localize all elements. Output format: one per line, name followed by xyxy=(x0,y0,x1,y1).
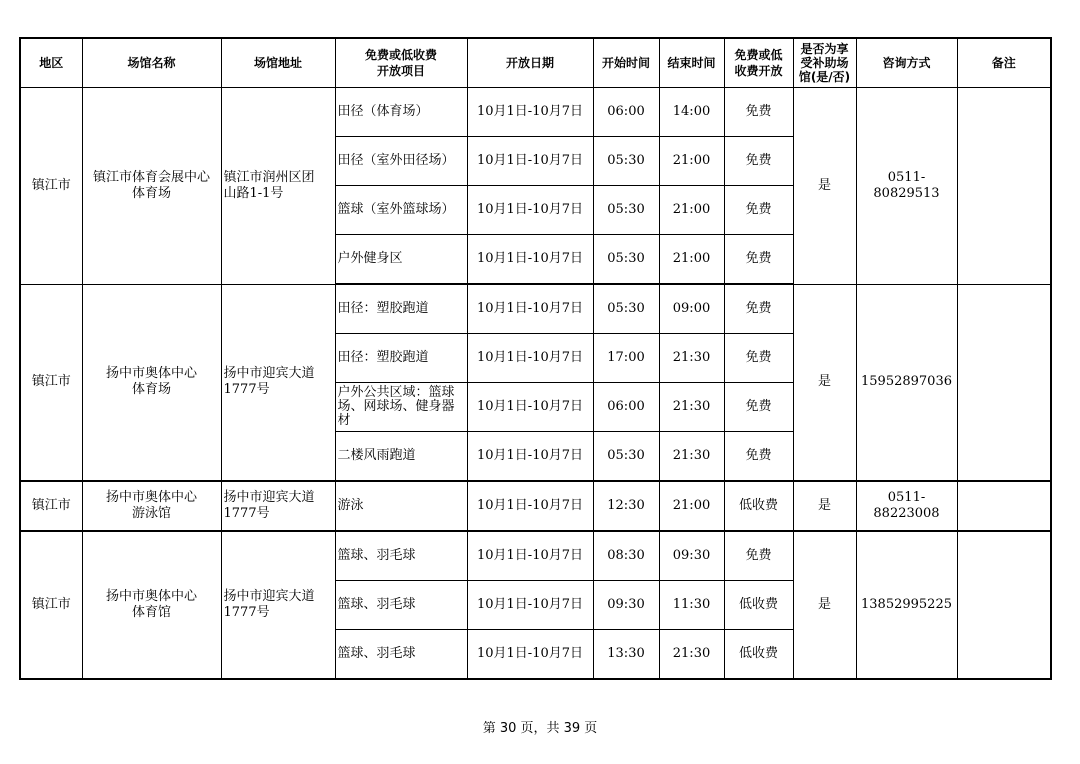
address-cell: 镇江市润州区团 山路1-1号 xyxy=(221,88,335,285)
contact-cell: 0511-88223008 xyxy=(856,481,957,531)
end-cell: 21:00 xyxy=(659,186,724,235)
fee-cell: 免费 xyxy=(724,186,793,235)
end-cell: 21:00 xyxy=(659,481,724,531)
start-cell: 13:30 xyxy=(593,630,659,680)
note-cell xyxy=(957,284,1051,481)
item-cell: 篮球、羽毛球 xyxy=(335,581,467,630)
date-cell: 10月1日-10月7日 xyxy=(467,432,593,482)
venue-cell: 扬中市奥体中心 体育场 xyxy=(82,284,221,481)
note-cell xyxy=(957,531,1051,679)
venue-cell: 镇江市体育会展中心 体育场 xyxy=(82,88,221,285)
header-item: 免费或低收费 开放项目 xyxy=(335,38,467,88)
region-cell: 镇江市 xyxy=(20,481,82,531)
item-cell: 田径：塑胶跑道 xyxy=(335,284,467,334)
address-cell: 扬中市迎宾大道 1777号 xyxy=(221,531,335,679)
end-cell: 21:30 xyxy=(659,432,724,482)
page-number-footer: 第 30 页，共 39 页 xyxy=(482,721,598,736)
fee-cell: 免费 xyxy=(724,432,793,482)
end-cell: 14:00 xyxy=(659,88,724,137)
header-note: 备注 xyxy=(957,38,1051,88)
start-cell: 06:00 xyxy=(593,88,659,137)
item-cell: 田径：塑胶跑道 xyxy=(335,334,467,383)
header-subsidy: 是否为享 受补助场 馆(是/否) xyxy=(793,38,856,88)
date-cell: 10月1日-10月7日 xyxy=(467,235,593,285)
item-cell: 游泳 xyxy=(335,481,467,531)
start-cell: 12:30 xyxy=(593,481,659,531)
table-row xyxy=(20,284,1051,334)
date-cell: 10月1日-10月7日 xyxy=(467,284,593,334)
region-cell: 镇江市 xyxy=(20,531,82,679)
date-cell: 10月1日-10月7日 xyxy=(467,137,593,186)
item-cell: 篮球（室外篮球场） xyxy=(335,186,467,235)
venue-schedule-table xyxy=(19,37,1052,680)
end-cell: 09:00 xyxy=(659,284,724,334)
end-cell: 21:30 xyxy=(659,334,724,383)
start-cell: 05:30 xyxy=(593,432,659,482)
header-row xyxy=(20,38,1051,88)
end-cell: 21:30 xyxy=(659,630,724,680)
table-row xyxy=(20,481,1051,531)
region-cell: 镇江市 xyxy=(20,88,82,285)
header-start: 开始时间 xyxy=(593,38,659,88)
date-cell: 10月1日-10月7日 xyxy=(467,88,593,137)
subsidy-cell: 是 xyxy=(793,481,856,531)
contact-cell: 13852995225 xyxy=(856,531,957,679)
table-row xyxy=(20,88,1051,137)
fee-cell: 免费 xyxy=(724,383,793,432)
end-cell: 21:00 xyxy=(659,235,724,285)
address-cell: 扬中市迎宾大道 1777号 xyxy=(221,481,335,531)
start-cell: 05:30 xyxy=(593,284,659,334)
date-cell: 10月1日-10月7日 xyxy=(467,581,593,630)
header-address: 场馆地址 xyxy=(221,38,335,88)
table-body xyxy=(20,88,1051,680)
header-contact: 咨询方式 xyxy=(856,38,957,88)
fee-cell: 免费 xyxy=(724,137,793,186)
table-row xyxy=(20,531,1051,581)
date-cell: 10月1日-10月7日 xyxy=(467,383,593,432)
item-cell: 篮球、羽毛球 xyxy=(335,630,467,680)
date-cell: 10月1日-10月7日 xyxy=(467,630,593,680)
region-cell: 镇江市 xyxy=(20,284,82,481)
header-date: 开放日期 xyxy=(467,38,593,88)
item-cell: 二楼风雨跑道 xyxy=(335,432,467,482)
fee-cell: 低收费 xyxy=(724,581,793,630)
header-region: 地区 xyxy=(20,38,82,88)
header-end: 结束时间 xyxy=(659,38,724,88)
fee-cell: 免费 xyxy=(724,334,793,383)
item-cell: 户外公共区域：篮球场、网球场、健身器材 xyxy=(335,383,467,432)
start-cell: 09:30 xyxy=(593,581,659,630)
start-cell: 06:00 xyxy=(593,383,659,432)
subsidy-cell: 是 xyxy=(793,531,856,679)
end-cell: 11:30 xyxy=(659,581,724,630)
fee-cell: 免费 xyxy=(724,531,793,581)
header-fee: 免费或低 收费开放 xyxy=(724,38,793,88)
end-cell: 21:00 xyxy=(659,137,724,186)
item-cell: 户外健身区 xyxy=(335,235,467,285)
end-cell: 09:30 xyxy=(659,531,724,581)
fee-cell: 低收费 xyxy=(724,630,793,680)
start-cell: 17:00 xyxy=(593,334,659,383)
venue-cell: 扬中市奥体中心 体育馆 xyxy=(82,531,221,679)
subsidy-cell: 是 xyxy=(793,284,856,481)
start-cell: 05:30 xyxy=(593,186,659,235)
subsidy-cell: 是 xyxy=(793,88,856,285)
end-cell: 21:30 xyxy=(659,383,724,432)
start-cell: 05:30 xyxy=(593,235,659,285)
fee-cell: 免费 xyxy=(724,235,793,285)
fee-cell: 免费 xyxy=(724,284,793,334)
note-cell xyxy=(957,88,1051,285)
date-cell: 10月1日-10月7日 xyxy=(467,334,593,383)
date-cell: 10月1日-10月7日 xyxy=(467,481,593,531)
contact-cell: 0511-80829513 xyxy=(856,88,957,285)
fee-cell: 低收费 xyxy=(724,481,793,531)
date-cell: 10月1日-10月7日 xyxy=(467,531,593,581)
fee-cell: 免费 xyxy=(724,88,793,137)
start-cell: 05:30 xyxy=(593,137,659,186)
date-cell: 10月1日-10月7日 xyxy=(467,186,593,235)
note-cell xyxy=(957,481,1051,531)
start-cell: 08:30 xyxy=(593,531,659,581)
venue-cell: 扬中市奥体中心 游泳馆 xyxy=(82,481,221,531)
item-cell: 田径（体育场） xyxy=(335,88,467,137)
item-cell: 篮球、羽毛球 xyxy=(335,531,467,581)
item-cell: 田径（室外田径场） xyxy=(335,137,467,186)
contact-cell: 15952897036 xyxy=(856,284,957,481)
header-venue: 场馆名称 xyxy=(82,38,221,88)
address-cell: 扬中市迎宾大道 1777号 xyxy=(221,284,335,481)
